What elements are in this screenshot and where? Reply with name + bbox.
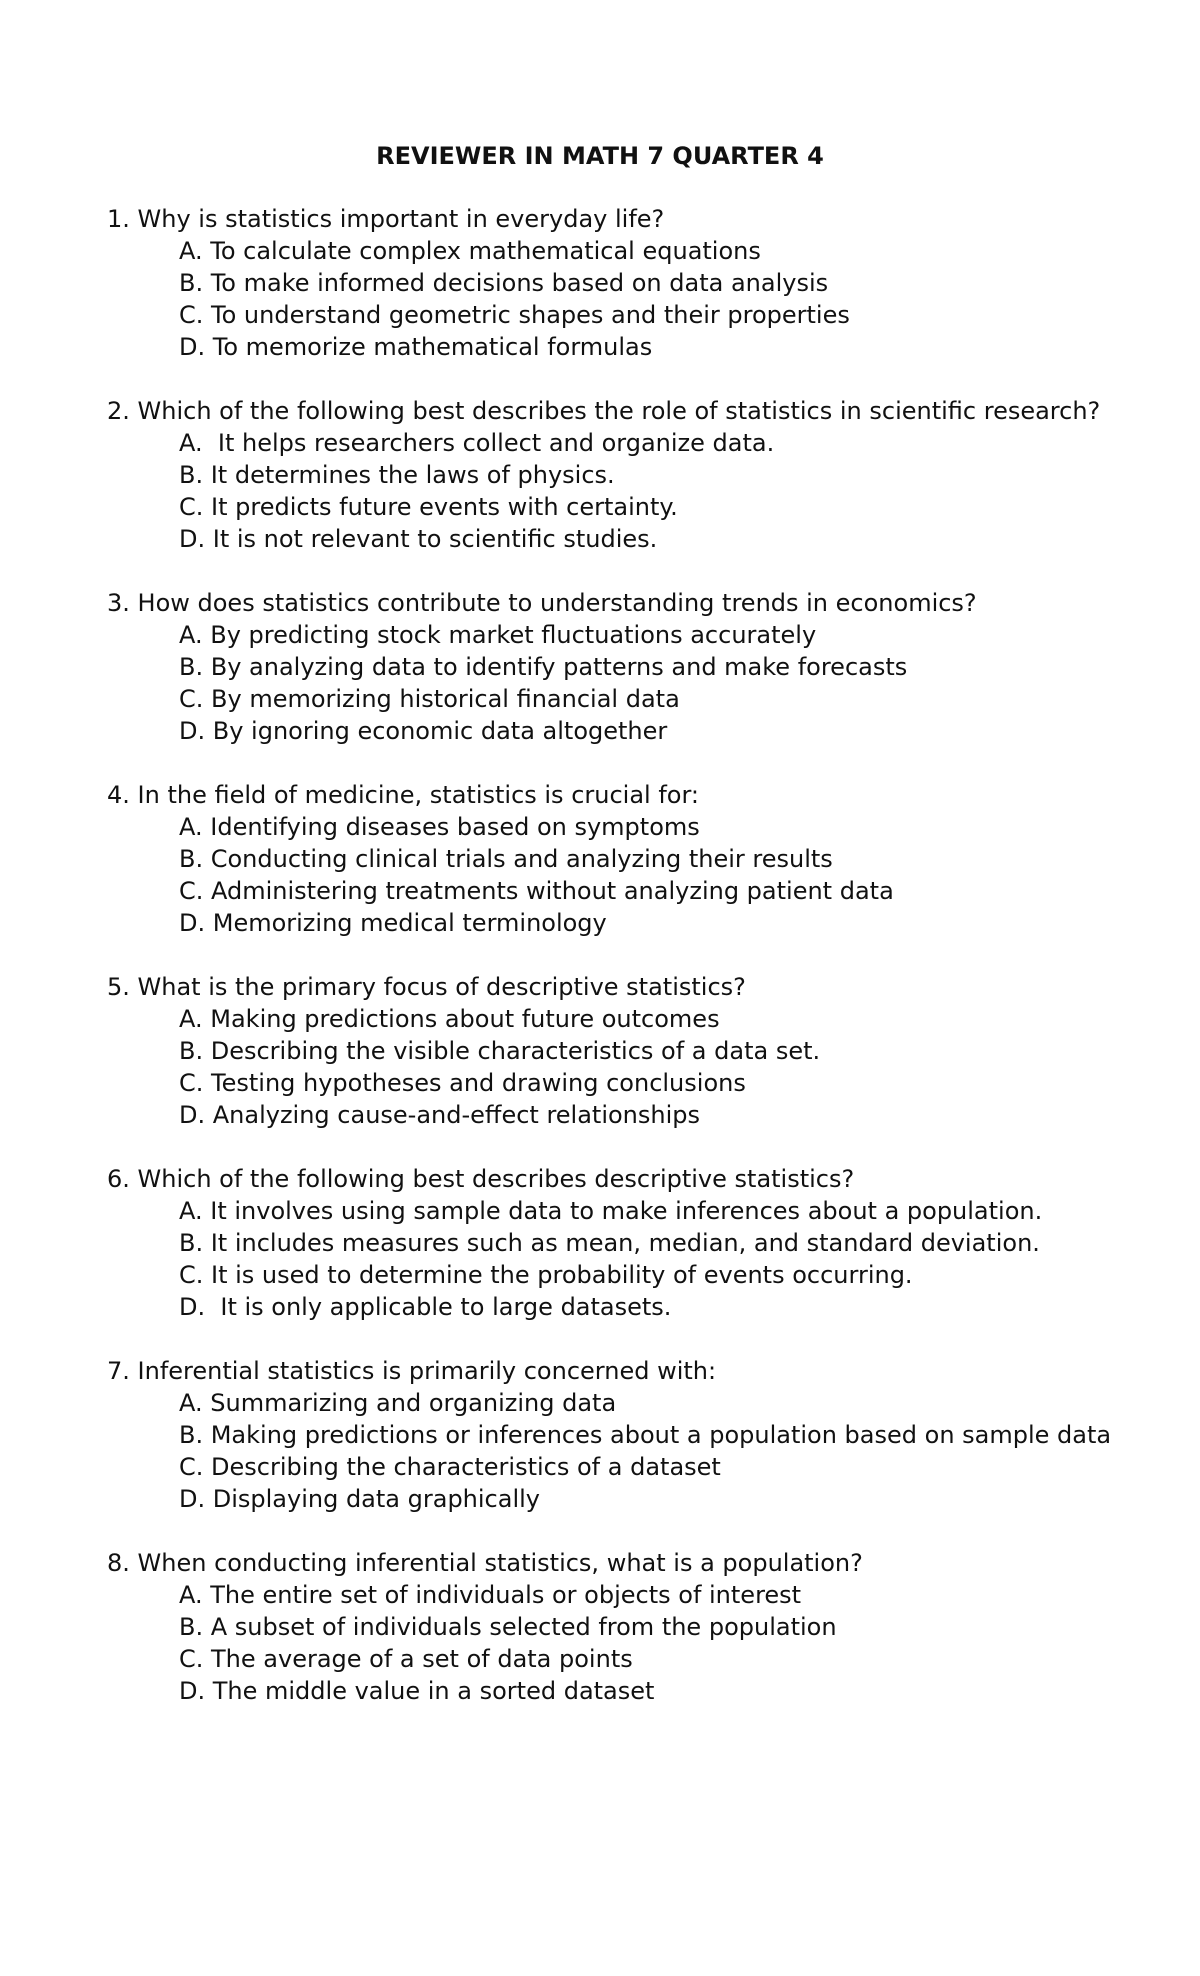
answer-choice: D. To memorize mathematical formulas [179,333,653,361]
answer-choice: C. The average of a set of data points [179,1645,633,1673]
answer-choice: A. Identifying diseases based on symptoms [179,813,700,841]
question-text: 7. Inferential statistics is primarily concerned with: [107,1357,717,1385]
answer-choice: A. Summarizing and organizing data [179,1389,617,1417]
answer-choice: D. It is only applicable to large datasets. [179,1293,672,1321]
page-title: REVIEWER IN MATH 7 QUARTER 4 [376,142,824,170]
answer-choice: A. Making predictions about future outcomes [179,1005,720,1033]
question-item [107,1355,1167,1515]
choice-list [107,1387,1167,1515]
answer-choice: D. Displaying data graphically [179,1485,540,1513]
question-text: 5. What is the primary focus of descriptive statistics? [107,973,746,1001]
answer-choice: C. By memorizing historical financial data [179,685,680,713]
question-item [107,971,1167,1131]
question-text: 2. Which of the following best describes the role of statistics in scientific research? [107,397,1101,425]
answer-choice: A. It helps researchers collect and organize data. [179,429,775,457]
choice-list [107,619,1167,747]
choice-list [107,427,1167,555]
answer-choice: C. Testing hypotheses and drawing conclusions [179,1069,746,1097]
answer-choice: A. To calculate complex mathematical equations [179,237,761,265]
answer-choice: A. The entire set of individuals or objects of interest [179,1581,802,1609]
answer-choice: B. It includes measures such as mean, median, and standard deviation. [179,1229,1040,1257]
question-text: 6. Which of the following best describes descriptive statistics? [107,1165,855,1193]
answer-choice: C. To understand geometric shapes and their properties [179,301,850,329]
question-text: 4. In the field of medicine, statistics is crucial for: [107,781,699,809]
answer-choice: D. Analyzing cause-and-effect relationships [179,1101,701,1129]
answer-choice: C. It predicts future events with certainty. [179,493,678,521]
answer-choice: B. To make informed decisions based on data analysis [179,269,829,297]
question-item [107,203,1167,363]
question-item [107,779,1167,939]
question-text: 1. Why is statistics important in everyday life? [107,205,665,233]
answer-choice: B. Describing the visible characteristics of a data set. [179,1037,821,1065]
answer-choice: A. It involves using sample data to make inferences about a population. [179,1197,1043,1225]
question-list [107,203,1167,1739]
answer-choice: D. Memorizing medical terminology [179,909,607,937]
choice-list [107,1003,1167,1131]
question-text: 8. When conducting inferential statistics, what is a population? [107,1549,863,1577]
answer-choice: B. It determines the laws of physics. [179,461,615,489]
answer-choice: D. The middle value in a sorted dataset [179,1677,655,1705]
answer-choice: D. It is not relevant to scientific studies. [179,525,658,553]
question-item [107,395,1167,555]
answer-choice: B. A subset of individuals selected from the population [179,1613,837,1641]
choice-list [107,811,1167,939]
answer-choice: C. Describing the characteristics of a dataset [179,1453,721,1481]
answer-choice: B. Conducting clinical trials and analyzing their results [179,845,833,873]
question-item [107,1547,1167,1707]
question-text: 3. How does statistics contribute to understanding trends in economics? [107,589,977,617]
answer-choice: D. By ignoring economic data altogether [179,717,668,745]
answer-choice: A. By predicting stock market fluctuations accurately [179,621,817,649]
answer-choice: B. Making predictions or inferences about a population based on sample data [179,1421,1112,1449]
answer-choice: C. It is used to determine the probability of events occurring. [179,1261,913,1289]
choice-list [107,235,1167,363]
answer-choice: C. Administering treatments without analyzing patient data [179,877,894,905]
answer-choice: B. By analyzing data to identify patterns and make forecasts [179,653,908,681]
choice-list [107,1195,1167,1323]
question-item [107,1163,1167,1323]
question-item [107,587,1167,747]
choice-list [107,1579,1167,1707]
